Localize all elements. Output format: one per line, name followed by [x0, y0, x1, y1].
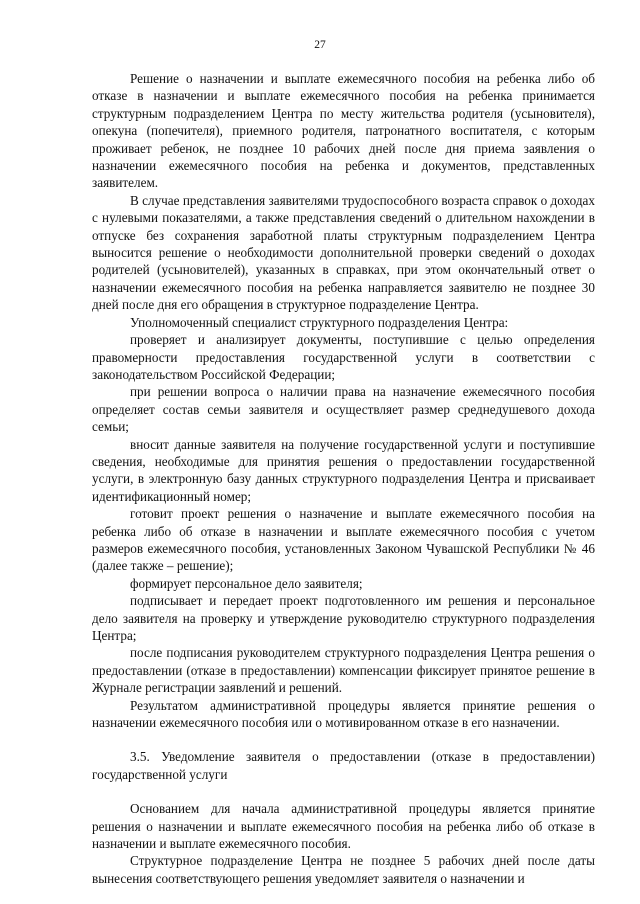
paragraph-specialist-intro: Уполномоченный специалист структурного подразделения Центра:: [130, 314, 509, 330]
section-heading: 3.5. Уведомление заявителя о предоставлении (отказе в предоставлении) государственной услуги: [92, 749, 595, 782]
document-body: [92, 70, 595, 887]
paragraph-notification-timing: Структурное подразделение Центра не позднее 5 рабочих дней после даты вынесения соответствующего решения уведомляет заявителя о назначении и: [92, 853, 595, 886]
paragraph-submits-for-approval: подписывает и передает проект подготовленного им решения и персональное дело заявителя на проверку и утверждение руководителю структурного подразделения Центра;: [92, 593, 595, 643]
paragraph-decision-timing: Решение о назначении и выплате ежемесячного пособия на ребенка либо об отказе в назначении и выплате ежемесячного пособия на ребенка принимается структурным подразделением Центра по месту жительства родителя (усыновителя), опекуна (попечителя), приемного родителя, патронатного воспитателя, с которым проживает ребенок, не позднее 10 рабочих дней после дня приема заявления о назначении ежемесячного пособия на ребенка и документов, представленных заявителем.: [92, 71, 595, 191]
page-number: 27: [314, 39, 326, 51]
paragraph-enters-data: вносит данные заявителя на получение государственной услуги и поступившие сведения, необходимые для принятия решения о предоставлении государственной услуги, в электронную базу данных структурного подразделения Центра и присваивает идентификационный номер;: [92, 436, 595, 504]
paragraph-prepares-decision: готовит проект решения о назначение и выплате ежемесячного пособия на ребенка либо об отказе в назначении и выплате ежемесячного пособия с учетом размеров ежемесячного пособия, установленных Законом Чувашской Республики № 46 (далее также – решение);: [92, 506, 595, 574]
paragraph-procedure-result: Результатом административной процедуры является принятие решения о назначении ежемесячного пособия или о мотивированном отказе в его назначении.: [92, 697, 595, 731]
paragraph-personal-file: формирует персональное дело заявителя;: [130, 575, 363, 591]
paragraph-checks-documents: проверяет и анализирует документы, поступившие с целью определения правомерности предоставления государственной услуги в соответствии с законодательством Российской Федерации;: [92, 332, 595, 382]
paragraph-zero-income-check: В случае представления заявителями трудоспособного возраста справок о доходах с нулевыми показателями, а также представления сведений о длительном нахождении в отпуске без сохранения заработной платы структурным подразделением Центра выносится решение о необходимости дополнительной проверки сведений о доходах родителей (усыновителей), указанных в справках, при этом окончательный ответ о назначении ежемесячного пособия на ребенка направляется заявителю не позднее 30 дней после дня его обращения в структурное подразделение Центра.: [92, 192, 595, 313]
paragraph-registers-decision: после подписания руководителем структурного подразделения Центра решения о предоставлении (отказе в предоставлении) компенсации фиксирует принятое решение в Журнале регистрации заявлений и решений.: [92, 645, 595, 696]
paragraph-procedure-basis: Основанием для начала административной процедуры является принятие решения о назначении и выплате ежемесячного пособия на ребенка либо об отказе в назначении и выплате ежемесячного пособия.: [92, 801, 595, 852]
paragraph-family-income: при решении вопроса о наличии права на назначение ежемесячного пособия определяет состав семьи заявителя и осуществляет размер среднедушевого дохода семьи;: [92, 384, 595, 435]
